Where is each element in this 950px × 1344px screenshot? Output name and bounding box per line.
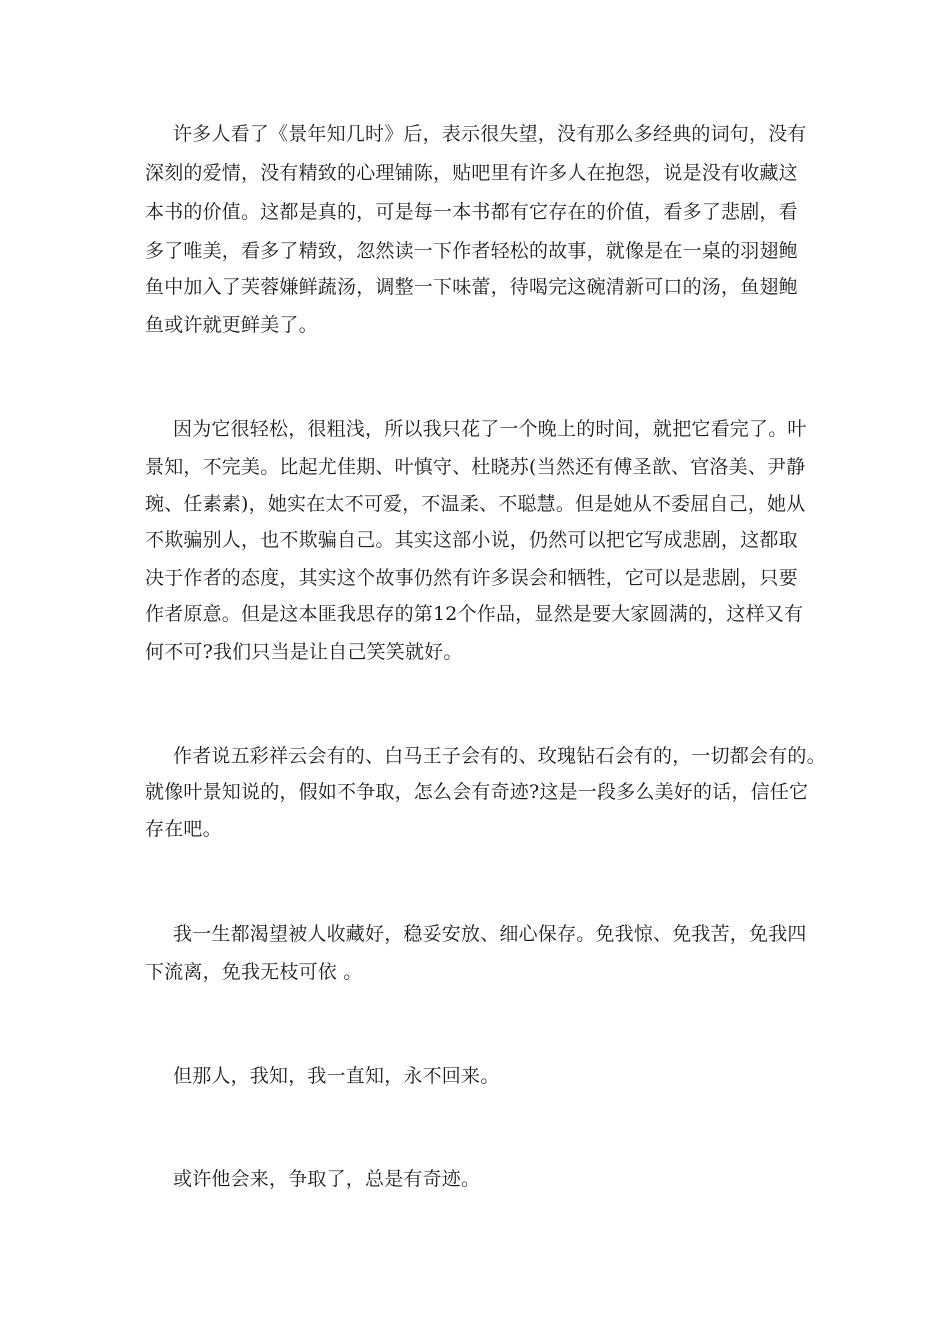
- paragraph-line: 深刻的爱情，没有精致的心理铺陈，贴吧里有许多人在抱怨，说是没有收藏这: [145, 162, 798, 184]
- paragraph-line: 多了唯美，看多了精致，忽然读一下作者轻松的故事，就像是在一桌的羽翅鲍: [145, 240, 798, 262]
- paragraph-line: 下流离，免我无枝可依 。: [145, 961, 363, 983]
- paragraph-line: 琬、任素素)，她实在太不可爱，不温柔、不聪慧。但是她从不委屈自己，她从: [145, 493, 806, 515]
- paragraph-line: 不欺骗别人，也不欺骗自己。其实这部小说，仍然可以把它写成悲剧，这都取: [145, 529, 798, 551]
- paragraph-line: 决于作者的态度，其实这个故事仍然有许多误会和牺牲，它可以是悲剧，只要: [145, 567, 798, 589]
- paragraph-line: 存在吧。: [145, 818, 222, 840]
- paragraph-line: 我一生都渴望被人收藏好，稳妥安放、细心保存。免我惊、免我苦，免我四: [173, 923, 807, 945]
- paragraph-line: 本书的价值。这都是真的，可是每一本书都有它存在的价值，看多了悲剧，看: [145, 201, 798, 223]
- paragraph-line: 许多人看了《景年知几时》后，表示很失望，没有那么多经典的词句，没有: [173, 123, 807, 145]
- paragraph-line: 或许他会来，争取了，总是有奇迹。: [173, 1168, 481, 1190]
- paragraph-line: 鱼或许就更鲜美了。: [145, 314, 318, 336]
- paragraph-line: 何不可?我们只当是让自己笑笑就好。: [145, 641, 463, 663]
- paragraph-line: 就像叶景知说的，假如不争取，怎么会有奇迹?这是一段多么美好的话，信任它: [145, 781, 809, 803]
- paragraph-line: 作者说五彩祥云会有的、白马王子会有的、玫瑰钻石会有的，一切都会有的。: [173, 745, 826, 767]
- paragraph-line: 景知，不完美。比起尤佳期、叶慎守、杜晓苏(当然还有傅圣歆、官洛美、尹静: [145, 456, 806, 478]
- paragraph-line: 因为它很轻松，很粗浅，所以我只花了一个晚上的时间，就把它看完了。叶: [173, 418, 807, 440]
- paragraph-line: 但那人，我知，我一直知，永不回来。: [173, 1065, 500, 1087]
- paragraph-line: 作者原意。但是这本匪我思存的第12个作品，显然是要大家圆满的，这样又有: [145, 603, 804, 625]
- paragraph-line: 鱼中加入了芙蓉嫌鲜蔬汤，调整一下味蕾，待喝完这碗清新可口的汤，鱼翅鲍: [145, 276, 798, 298]
